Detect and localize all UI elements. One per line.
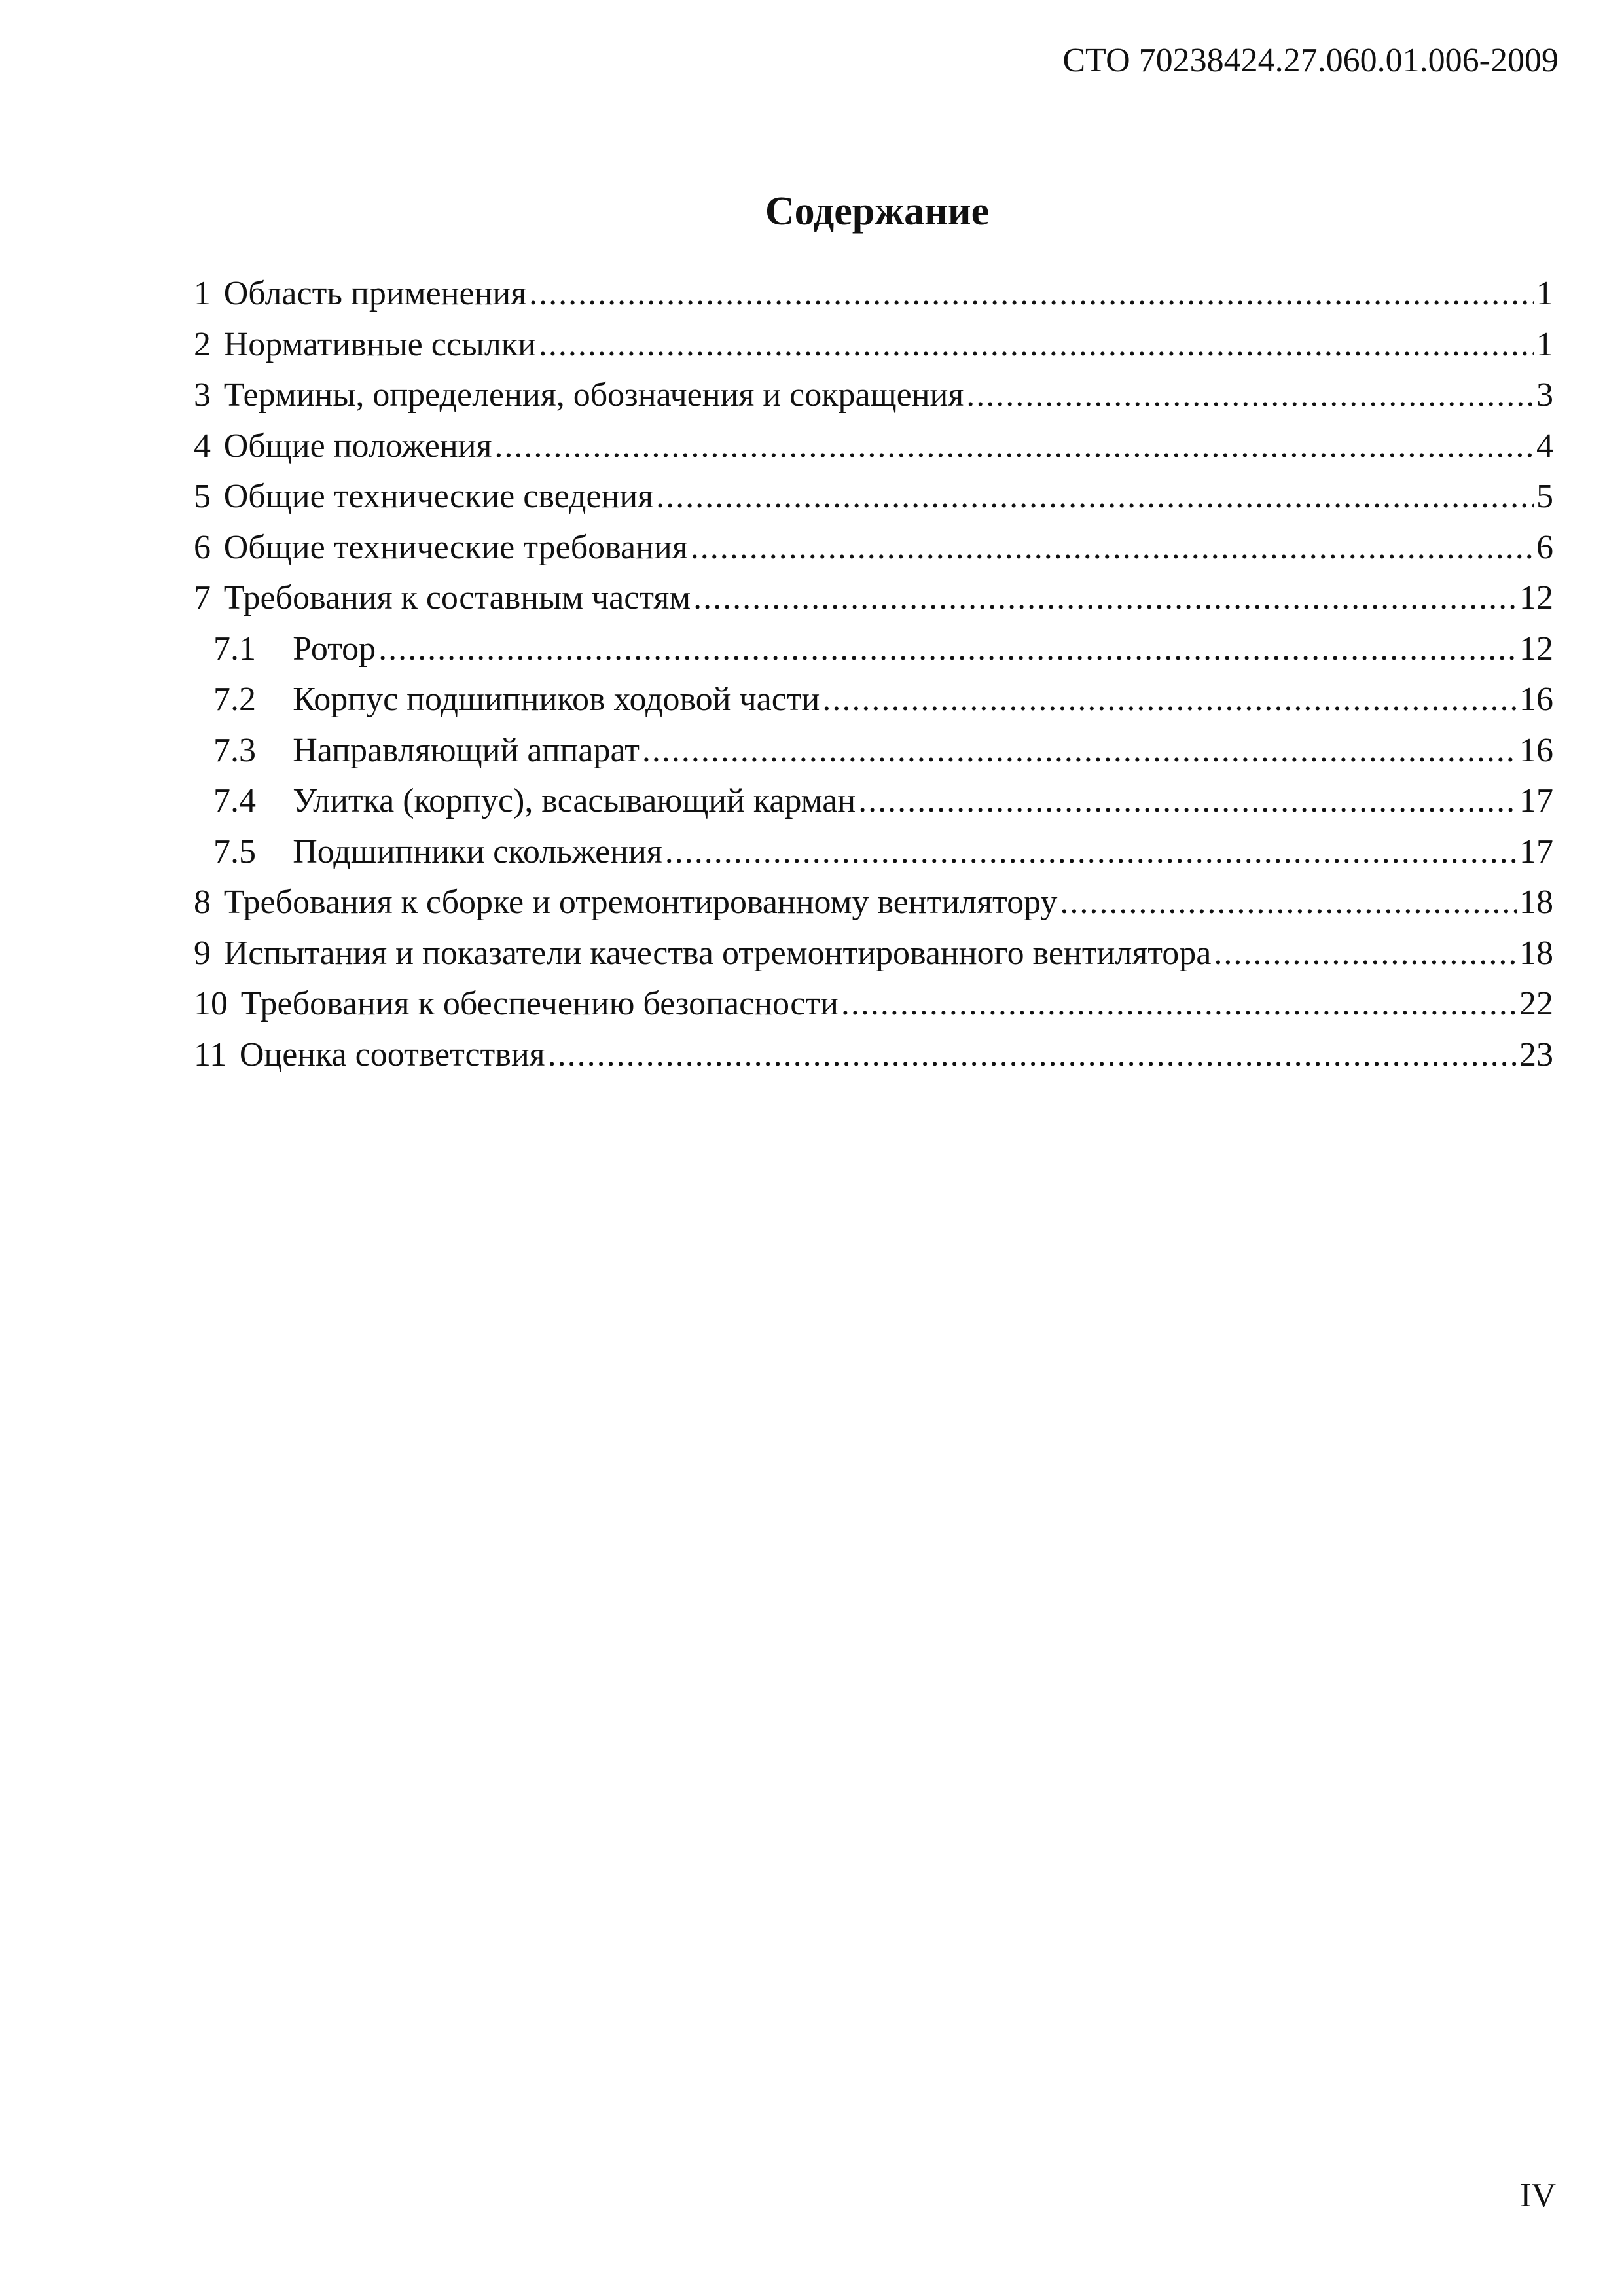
toc-entry-number: 8: [194, 884, 211, 921]
toc-entry-number: 11: [194, 1035, 227, 1073]
toc-entry-label: Ротор: [293, 630, 376, 668]
toc-entry-label: Общие положения: [223, 427, 492, 465]
toc-entry-number: 2: [194, 325, 211, 363]
toc-entry-page: 4: [1536, 427, 1553, 465]
toc-entry-label: Нормативные ссылки: [223, 325, 536, 363]
toc-entry-page: 16: [1519, 731, 1553, 769]
toc-entry-page: 17: [1519, 782, 1553, 819]
toc-dot-leader: [548, 1030, 1517, 1081]
toc-entry[interactable]: [194, 1030, 1553, 1081]
toc-entry-number: 4: [194, 427, 211, 465]
toc-dot-leader: [642, 725, 1517, 776]
toc-dot-leader: [1214, 928, 1517, 979]
toc-entry-label: Требования к составным частям: [223, 579, 691, 617]
toc-entry-page: 17: [1519, 833, 1553, 870]
toc-entry-label: Подшипники скольжения: [293, 833, 662, 870]
toc-entry[interactable]: [194, 674, 1553, 725]
toc-entry[interactable]: [194, 928, 1553, 979]
toc-entry-label: Испытания и показатели качества отремонтированного вентилятора: [223, 934, 1212, 972]
toc-entry[interactable]: [194, 370, 1553, 421]
toc-entry-page: 5: [1536, 478, 1553, 515]
toc-entry[interactable]: [194, 471, 1553, 522]
toc-entry[interactable]: [194, 319, 1553, 370]
toc-entry[interactable]: [194, 421, 1553, 472]
toc-entry[interactable]: [194, 877, 1553, 928]
toc-entry[interactable]: [194, 776, 1553, 827]
toc-entry[interactable]: [194, 725, 1553, 776]
toc-entry[interactable]: [194, 573, 1553, 624]
toc-entry-page: 16: [1519, 681, 1553, 718]
toc-entry-label: Корпус подшипников ходовой части: [293, 681, 820, 718]
toc-entry-number: 6: [194, 528, 211, 566]
toc-entry-label: Направляющий аппарат: [293, 731, 640, 769]
toc-entry[interactable]: [194, 522, 1553, 573]
toc-dot-leader: [665, 827, 1517, 878]
toc-entry-page: 12: [1519, 630, 1553, 668]
toc-entry[interactable]: [194, 978, 1553, 1030]
toc-entry-page: 1: [1536, 325, 1553, 363]
toc-entry-number: 7.5: [213, 833, 256, 870]
toc-dot-leader: [691, 522, 1534, 573]
toc-entry-number: 5: [194, 478, 211, 515]
toc-entry-number: 7.3: [213, 731, 256, 769]
toc-entry-number: 7.4: [213, 782, 256, 819]
toc-entry-label: Требования к сборке и отремонтированному вентилятору: [223, 884, 1058, 921]
table-of-contents: [194, 268, 1553, 1080]
toc-entry-number: 3: [194, 376, 211, 414]
toc-entry-page: 12: [1519, 579, 1553, 617]
toc-dot-leader: [656, 471, 1534, 522]
toc-entry-number: 7.1: [213, 630, 256, 668]
toc-dot-leader: [1060, 877, 1517, 928]
toc-dot-leader: [529, 268, 1534, 319]
toc-entry-page: 23: [1519, 1035, 1553, 1073]
toc-dot-leader: [494, 421, 1534, 472]
toc-entry-number: 1: [194, 275, 211, 312]
toc-dot-leader: [693, 573, 1517, 624]
toc-dot-leader: [841, 978, 1517, 1030]
toc-entry-label: Общие технические сведения: [223, 478, 654, 515]
toc-entry-page: 22: [1519, 985, 1553, 1022]
toc-dot-leader: [966, 370, 1534, 421]
toc-entry-label: Оценка соответствия: [239, 1035, 545, 1073]
toc-entry-page: 1: [1536, 275, 1553, 312]
toc-title: Содержание: [765, 189, 990, 234]
toc-entry-page: 18: [1519, 884, 1553, 921]
toc-entry-label: Термины, определения, обозначения и сокращения: [223, 376, 964, 414]
toc-dot-leader: [539, 319, 1534, 370]
toc-dot-leader: [378, 624, 1517, 675]
toc-entry[interactable]: [194, 827, 1553, 878]
toc-entry-number: 9: [194, 934, 211, 972]
toc-entry-label: Область применения: [223, 275, 527, 312]
toc-dot-leader: [822, 674, 1517, 725]
toc-entry-number: 7: [194, 579, 211, 617]
toc-entry[interactable]: [194, 624, 1553, 675]
toc-entry-number: 10: [194, 985, 228, 1022]
toc-entry-page: 3: [1536, 376, 1553, 414]
toc-dot-leader: [858, 776, 1517, 827]
toc-entry-label: Требования к обеспечению безопасности: [240, 985, 839, 1022]
toc-entry[interactable]: [194, 268, 1553, 319]
document-code: СТО 70238424.27.060.01.006-2009: [1062, 42, 1559, 79]
toc-entry-page: 18: [1519, 934, 1553, 972]
toc-entry-label: Общие технические требования: [223, 528, 688, 566]
page-number: IV: [1520, 2176, 1556, 2214]
toc-entry-page: 6: [1536, 528, 1553, 566]
toc-entry-number: 7.2: [213, 681, 256, 718]
toc-entry-label: Улитка (корпус), всасывающий карман: [293, 782, 856, 819]
